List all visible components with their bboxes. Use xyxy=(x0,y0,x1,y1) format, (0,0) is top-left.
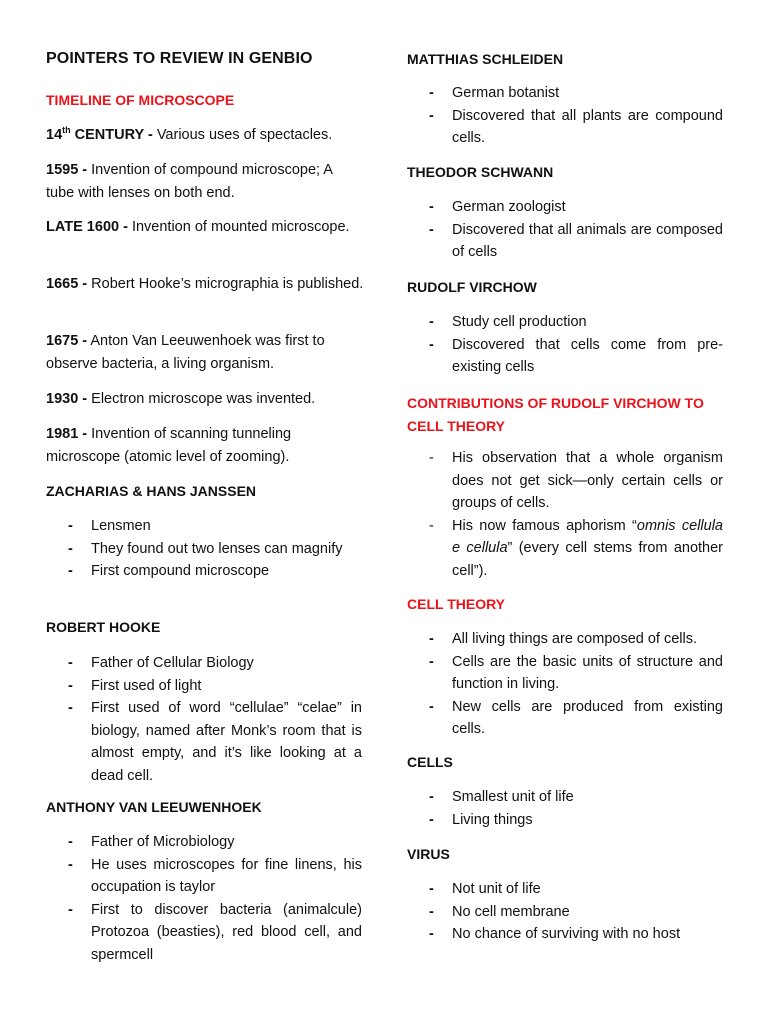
leeuwenhoek-heading: ANTHONY VAN LEEUWENHOEK xyxy=(46,799,262,815)
timeline-entry: 1930 - Electron microscope was invented. xyxy=(46,391,316,407)
virus-heading: VIRUS xyxy=(407,846,450,862)
virus-list xyxy=(407,878,723,946)
timeline-heading: TIMELINE OF MICROSCOPE xyxy=(46,92,235,108)
list-item: - Discovered that all animals are composed of cells xyxy=(407,219,723,264)
list-item: - Not unit of life xyxy=(407,878,723,901)
list-item: - They found out two lenses can magnify xyxy=(46,538,362,561)
list-item: - First compound microscope xyxy=(46,560,362,583)
timeline-entry: 14th CENTURY - Various uses of spectacles. xyxy=(46,125,333,143)
list-item: - Living things xyxy=(407,809,723,832)
list-item: - German zoologist xyxy=(407,196,723,219)
leeuwenhoek-list xyxy=(46,831,362,966)
timeline-entry: 1665 - Robert Hooke’s micrographia is published. xyxy=(46,276,364,292)
cells-heading: CELLS xyxy=(407,754,453,770)
document-title: POINTERS TO REVIEW IN GENBIO xyxy=(46,50,313,67)
virchow-heading: RUDOLF VIRCHOW xyxy=(407,279,537,295)
list-item: - New cells are produced from existing cells. xyxy=(407,696,723,741)
list-item: - His now famous aphorism “omnis cellula e cellula” (every cell stems from another cell”). xyxy=(407,515,723,583)
hooke-heading: ROBERT HOOKE xyxy=(46,619,161,635)
list-item: - Cells are the basic units of structure and function in living. xyxy=(407,651,723,696)
timeline-entry: 1981 - Invention of scanning tunneling microscope (atomic level of zooming). xyxy=(46,426,292,465)
cell-theory-heading: CELL THEORY xyxy=(407,596,506,612)
contributions-heading: CONTRIBUTIONS OF RUDOLF VIRCHOW TO CELL THEORY xyxy=(407,395,704,434)
list-item: - Father of Cellular Biology xyxy=(46,652,362,675)
list-item: - First used of light xyxy=(46,675,362,698)
list-item: - He uses microscopes for fine linens, his occupation is taylor xyxy=(46,854,362,899)
list-item: - Discovered that all plants are compound cells. xyxy=(407,105,723,150)
janssen-list xyxy=(46,515,362,583)
schwann-list xyxy=(407,196,723,264)
timeline-entry: 1675 - Anton Van Leeuwenhoek was first to observe bacteria, a living organism. xyxy=(46,333,325,372)
cell-theory-list xyxy=(407,628,723,741)
virchow-list xyxy=(407,311,723,379)
list-item: - No chance of surviving with no host xyxy=(407,923,723,946)
list-item: - Smallest unit of life xyxy=(407,786,723,809)
timeline-entry: LATE 1600 - Invention of mounted microscope. xyxy=(46,219,350,235)
janssen-heading: ZACHARIAS & HANS JANSSEN xyxy=(46,483,257,499)
schleiden-list xyxy=(407,82,723,150)
list-item: - His observation that a whole organism does not get sick—only certain cells or groups of cells. xyxy=(407,447,723,515)
list-item: - First to discover bacteria (animalcule) Protozoa (beasties), red blood cell, and spermcell xyxy=(46,899,362,967)
cells-list xyxy=(407,786,723,831)
list-item: - All living things are composed of cells. xyxy=(407,628,723,651)
schleiden-heading: MATTHIAS SCHLEIDEN xyxy=(407,51,564,67)
list-item: - Study cell production xyxy=(407,311,723,334)
schwann-heading: THEODOR SCHWANN xyxy=(407,164,554,180)
list-item: - Discovered that cells come from pre-existing cells xyxy=(407,334,723,379)
list-item: - No cell membrane xyxy=(407,901,723,924)
contributions-list xyxy=(407,447,723,582)
timeline-entry: 1595 - Invention of compound microscope; A tube with lenses on both end. xyxy=(46,162,333,201)
list-item: - Lensmen xyxy=(46,515,362,538)
list-item: - First used of word “cellulae” “celae” in biology, named after Monk’s room that is almost empty, and it’s like looking at a dead cell. xyxy=(46,697,362,787)
list-item: - Father of Microbiology xyxy=(46,831,362,854)
list-item: - German botanist xyxy=(407,82,723,105)
hooke-list xyxy=(46,652,362,787)
